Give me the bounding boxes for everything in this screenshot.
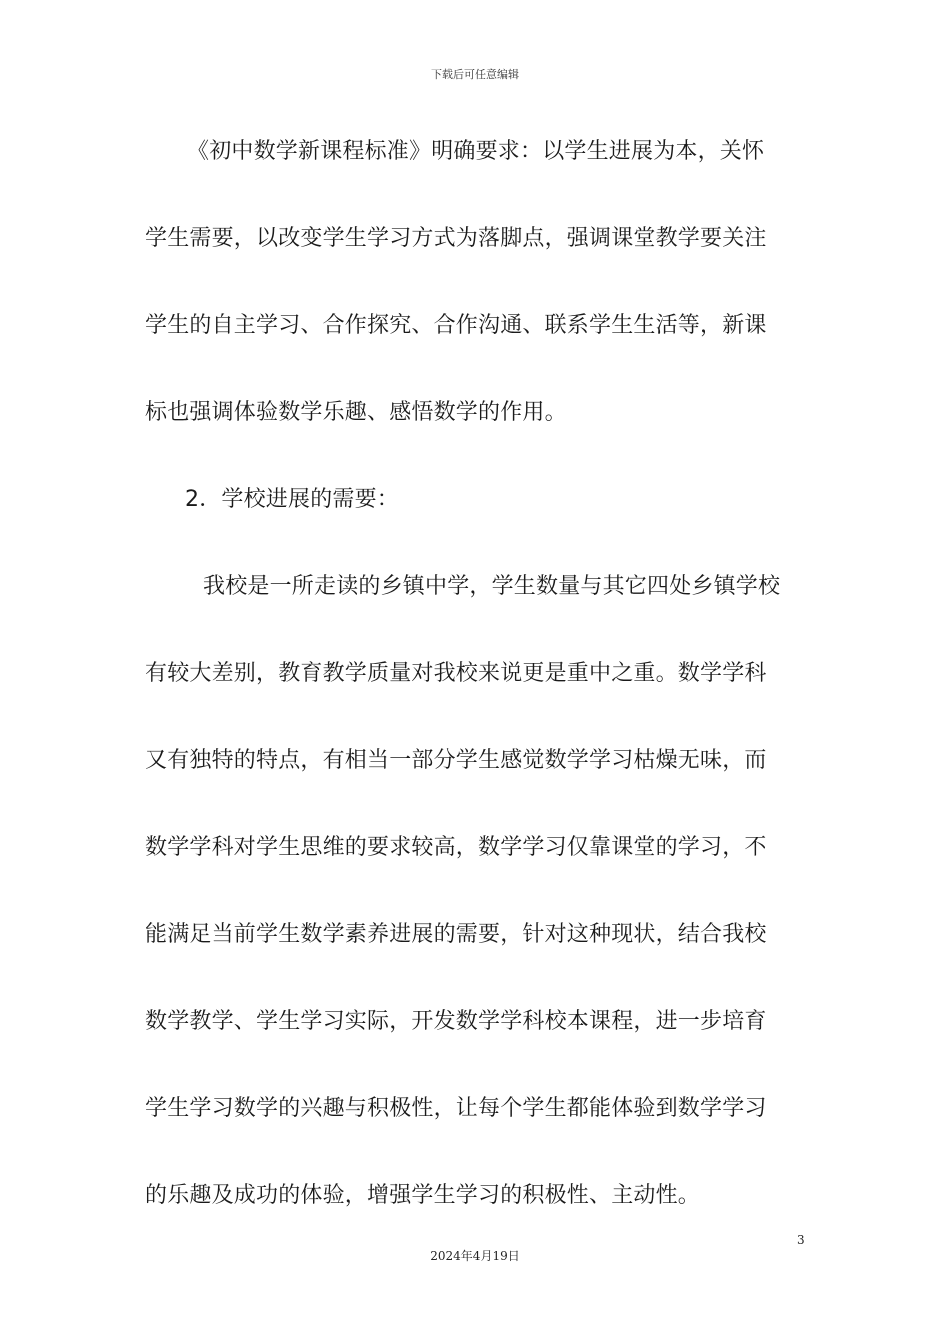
body-text (145, 108, 810, 1239)
paragraph-line: 又有独特的特点，有相当一部分学生感觉数学学习枯燥无味，而 (145, 748, 767, 773)
paragraph-line: 学生需要，以改变学生学习方式为落脚点，强调课堂教学要关注 (145, 226, 767, 251)
paragraph-line: 《初中数学新课程标准》明确要求：以学生进展为本，关怀 (187, 139, 765, 164)
paragraph-line: 数学教学、学生学习实际，开发数学学科校本课程，进一步培育 (145, 1009, 767, 1034)
paragraph-line: 我校是一所走读的乡镇中学，学生数量与其它四处乡镇学校 (203, 574, 781, 599)
section-heading: 2．学校进展的需要： (185, 487, 399, 512)
paragraph-line: 数学学科对学生思维的要求较高，数学学习仅靠课堂的学习，不 (145, 835, 767, 860)
paragraph-line: 学生的自主学习、合作探究、合作沟通、联系学生生活等，新课 (145, 313, 767, 338)
page-number: 3 (797, 1233, 805, 1247)
footer-date: 2024年4月19日 (430, 1249, 520, 1263)
header-note: 下载后可任意编辑 (431, 68, 519, 81)
paragraph-line: 学生学习数学的兴趣与积极性，让每个学生都能体验到数学学习 (145, 1096, 767, 1121)
paragraph-line: 标也强调体验数学乐趣、感悟数学的作用。 (145, 400, 567, 425)
paragraph-line: 能满足当前学生数学素养进展的需要，针对这种现状，结合我校 (145, 922, 767, 947)
paragraph-line: 有较大差别，教育教学质量对我校来说更是重中之重。数学学科 (145, 661, 767, 686)
paragraph-line: 的乐趣及成功的体验，增强学生学习的积极性、主动性。 (145, 1183, 701, 1208)
